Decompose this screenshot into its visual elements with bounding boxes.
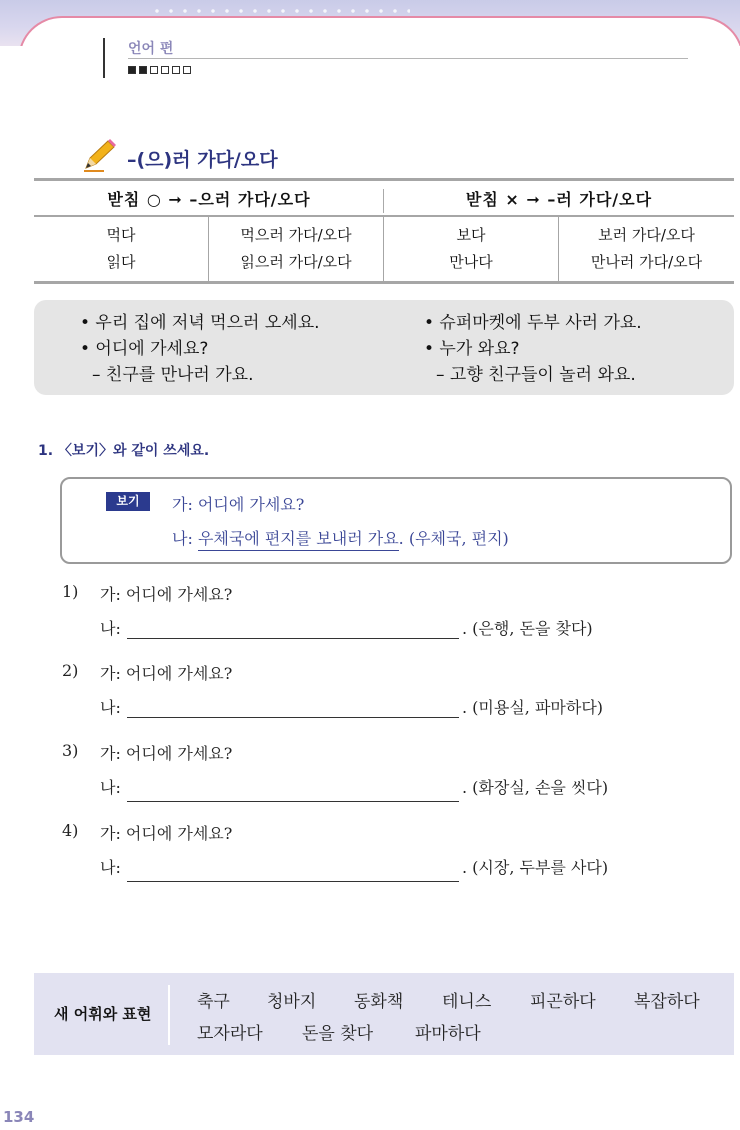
question-line-b: 나: — [100, 698, 121, 717]
progress-square-5 — [172, 66, 180, 74]
table-cell: 보러 가다/오다 — [598, 226, 695, 244]
example-sentence: – 친구를 만나러 가요. — [92, 365, 254, 385]
header-rule — [128, 58, 688, 59]
vocabulary-row-2 — [197, 1019, 481, 1044]
bogi-badge: 보기 — [106, 492, 150, 511]
answer-blank[interactable] — [127, 881, 459, 882]
bogi-hint: . (우체국, 편지) — [398, 529, 509, 548]
example-sentence: • 슈퍼마켓에 두부 사러 가요. — [424, 313, 642, 333]
section-title: –(으)러 가다/오다 — [127, 149, 278, 171]
example-sentence: • 어디에 가세요? — [80, 339, 209, 359]
vocab-word: 파마하다 — [415, 1024, 481, 1044]
vocab-word: 돈을 찾다 — [302, 1024, 374, 1044]
example-column-left — [80, 310, 320, 388]
vocab-word: 피곤하다 — [530, 992, 596, 1012]
question-line-b: 나: — [100, 778, 121, 797]
question-hint: . (은행, 돈을 찾다) — [462, 619, 593, 638]
page-frame-mask — [14, 46, 740, 106]
progress-square-2 — [139, 66, 147, 74]
table-cell: 읽다 — [106, 253, 136, 271]
progress-square-3 — [150, 66, 158, 74]
table-cell: 읽으러 가다/오다 — [240, 253, 352, 271]
vocabulary-box — [34, 973, 734, 1055]
answer-blank[interactable] — [127, 801, 459, 802]
vocab-word: 축구 — [197, 992, 230, 1012]
table-cell: 먹다 — [106, 226, 136, 244]
vocabulary-divider — [168, 985, 170, 1045]
example-column-right — [424, 310, 642, 388]
progress-square-4 — [161, 66, 169, 74]
question-hint: . (시장, 두부를 사다) — [462, 858, 609, 877]
bogi-line-b — [172, 526, 509, 549]
table-cell: 만나러 가다/오다 — [590, 253, 703, 271]
grammar-table-header — [34, 178, 734, 217]
vocab-word: 복잡하다 — [634, 992, 700, 1012]
table-cell: 먹으러 가다/오다 — [240, 226, 352, 244]
vocab-word: 청바지 — [267, 992, 317, 1012]
vocabulary-row-1 — [197, 987, 700, 1012]
question-number: 3) — [62, 741, 79, 760]
question-number: 2) — [62, 661, 79, 680]
vocabulary-label: 새 어휘와 표현 — [54, 1005, 152, 1023]
header-vertical-bar — [103, 38, 105, 78]
table-cell: 만나다 — [449, 253, 493, 271]
example-sentence: • 누가 와요? — [424, 339, 520, 359]
question-hint: . (화장실, 손을 씻다) — [462, 778, 609, 797]
table-column-base-verb — [34, 217, 209, 281]
section-progress — [128, 66, 191, 74]
answer-blank[interactable] — [127, 638, 459, 639]
bogi-prefix: 나: — [172, 529, 198, 548]
example-sentence: – 고향 친구들이 놀러 와요. — [436, 365, 636, 385]
question-line-a: 가: 어디에 가세요? — [100, 585, 233, 604]
table-cell: 보다 — [456, 226, 486, 244]
header-with-batchim: 받침 ○ ➞ –으러 가다/오다 — [34, 187, 384, 210]
grammar-table-body — [34, 217, 734, 284]
table-column-conjugated-2 — [559, 217, 734, 281]
progress-square-6 — [183, 66, 191, 74]
vocab-word: 테니스 — [442, 992, 492, 1012]
question-line-b: 나: — [100, 858, 121, 877]
question-number: 1) — [62, 582, 79, 601]
table-column-base-verb-2 — [384, 217, 559, 281]
bogi-answer: 우체국에 편지를 보내러 가요 — [198, 529, 399, 551]
vocab-word: 동화책 — [354, 992, 404, 1012]
vocab-word: 모자라다 — [197, 1024, 263, 1044]
grammar-table — [34, 178, 734, 284]
decorative-dots — [150, 6, 410, 16]
header-without-batchim: 받침 × ➞ –러 가다/오다 — [465, 189, 653, 209]
progress-square-1 — [128, 66, 136, 74]
exercise-instruction: 1. 〈보기〉와 같이 쓰세요. — [38, 443, 210, 459]
answer-blank[interactable] — [127, 717, 459, 718]
question-line-a: 가: 어디에 가세요? — [100, 664, 233, 683]
example-sentence: • 우리 집에 저녁 먹으러 오세요. — [80, 313, 320, 333]
pencil-icon — [82, 138, 118, 172]
question-number: 4) — [62, 821, 79, 840]
bogi-line-a: 가: 어디에 가세요? — [172, 495, 305, 514]
question-line-a: 가: 어디에 가세요? — [100, 824, 233, 843]
question-line-b: 나: — [100, 619, 121, 638]
section-header: 언어 편 — [128, 41, 174, 57]
page-number: 134 — [3, 1108, 35, 1126]
question-hint: . (미용실, 파마하다) — [462, 698, 604, 717]
example-sentences-box — [34, 300, 734, 395]
question-line-a: 가: 어디에 가세요? — [100, 744, 233, 763]
table-column-conjugated — [209, 217, 384, 281]
